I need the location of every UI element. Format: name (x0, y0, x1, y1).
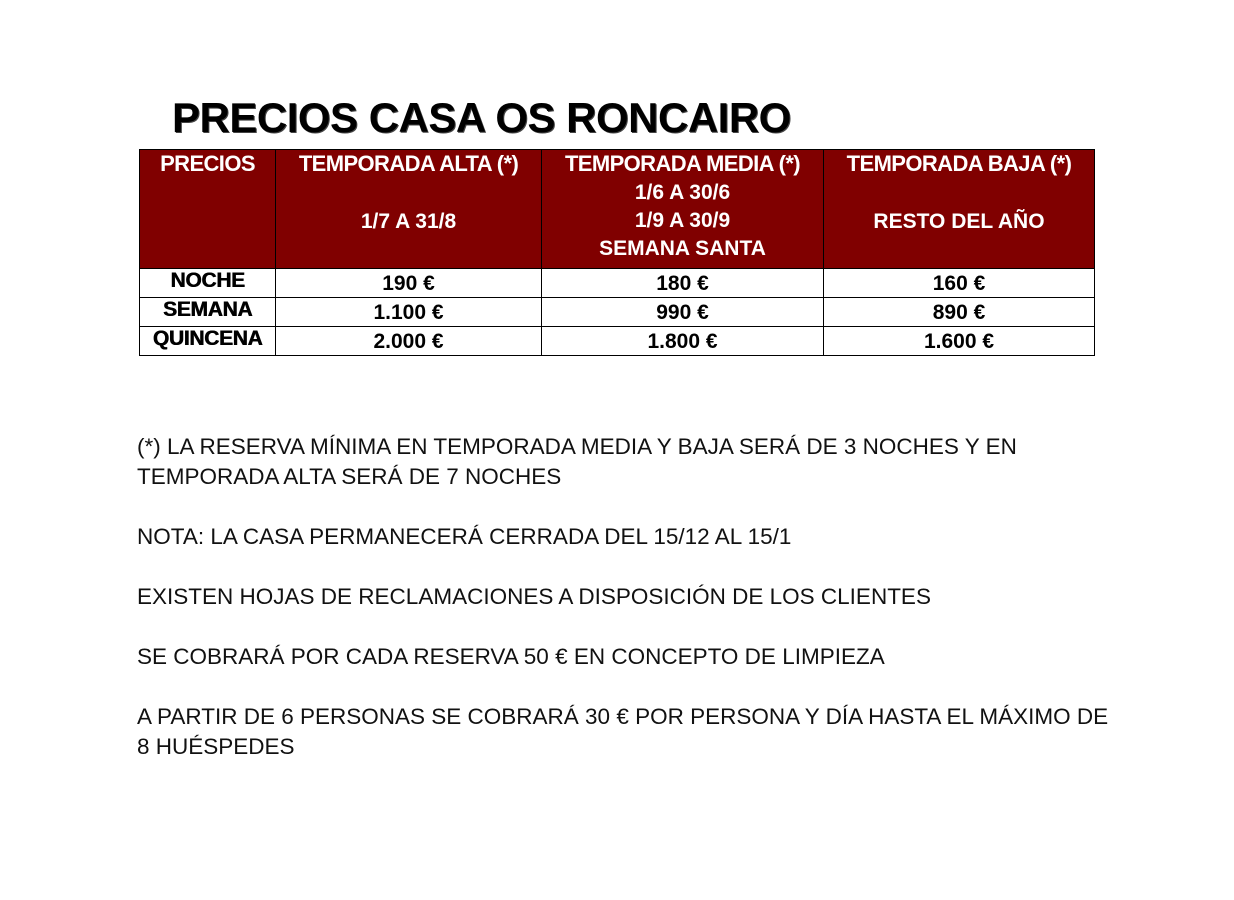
notes-section (137, 432, 1117, 792)
table-row-semana (140, 298, 1095, 327)
season-dates-media-1: 1/6 A 30/6 (634, 181, 731, 204)
table-row-quincena (140, 327, 1095, 356)
header-cell-temporada-baja (824, 150, 1095, 269)
note-minimum-stay: (*) LA RESERVA MÍNIMA EN TEMPORADA MEDIA Y BAJA SERÁ DE 3 NOCHES Y EN TEMPORADA ALTA SERÁ DE 7 NOCHES (137, 434, 1017, 489)
season-name-alta: TEMPORADA ALTA (*) (298, 151, 519, 176)
page-title: PRECIOS CASA OS RONCAIRO (172, 94, 791, 142)
season-dates-baja: RESTO DEL AÑO (873, 210, 1045, 233)
season-dates-media-2: 1/9 A 30/9 (634, 209, 731, 232)
header-label: PRECIOS (160, 151, 255, 176)
row-label-noche: NOCHE (140, 269, 276, 298)
price-semana-alta: 1.100 € (276, 298, 542, 327)
note-extra-guests: A PARTIR DE 6 PERSONAS SE COBRARÁ 30 € POR PERSONA Y DÍA HASTA EL MÁXIMO DE 8 HUÉSPEDES (137, 704, 1109, 759)
price-semana-baja: 890 € (824, 298, 1095, 327)
season-dates-media-3: SEMANA SANTA (599, 237, 766, 260)
season-name-baja: TEMPORADA BAJA (*) (846, 151, 1072, 176)
season-dates-alta: 1/7 A 31/8 (360, 210, 457, 233)
price-table (139, 149, 1095, 356)
price-noche-media: 180 € (542, 269, 824, 298)
price-noche-baja: 160 € (824, 269, 1095, 298)
header-cell-label (140, 150, 276, 269)
price-table-header-row (140, 150, 1095, 269)
header-cell-temporada-media (542, 150, 824, 269)
price-semana-media: 990 € (542, 298, 824, 327)
table-row-noche (140, 269, 1095, 298)
price-noche-alta: 190 € (276, 269, 542, 298)
note-closed-period: NOTA: LA CASA PERMANECERÁ CERRADA DEL 15/12 AL 15/1 (137, 524, 792, 549)
row-label-semana: SEMANA (140, 298, 276, 327)
row-label-quincena: QUINCENA (140, 327, 276, 356)
note-complaint-forms: EXISTEN HOJAS DE RECLAMACIONES A DISPOSICIÓN DE LOS CLIENTES (137, 584, 931, 609)
note-cleaning-fee: SE COBRARÁ POR CADA RESERVA 50 € EN CONCEPTO DE LIMPIEZA (137, 644, 885, 669)
header-cell-temporada-alta (276, 150, 542, 269)
price-quincena-baja: 1.600 € (824, 327, 1095, 356)
season-name-media: TEMPORADA MEDIA (*) (564, 151, 801, 176)
price-quincena-alta: 2.000 € (276, 327, 542, 356)
price-quincena-media: 1.800 € (542, 327, 824, 356)
